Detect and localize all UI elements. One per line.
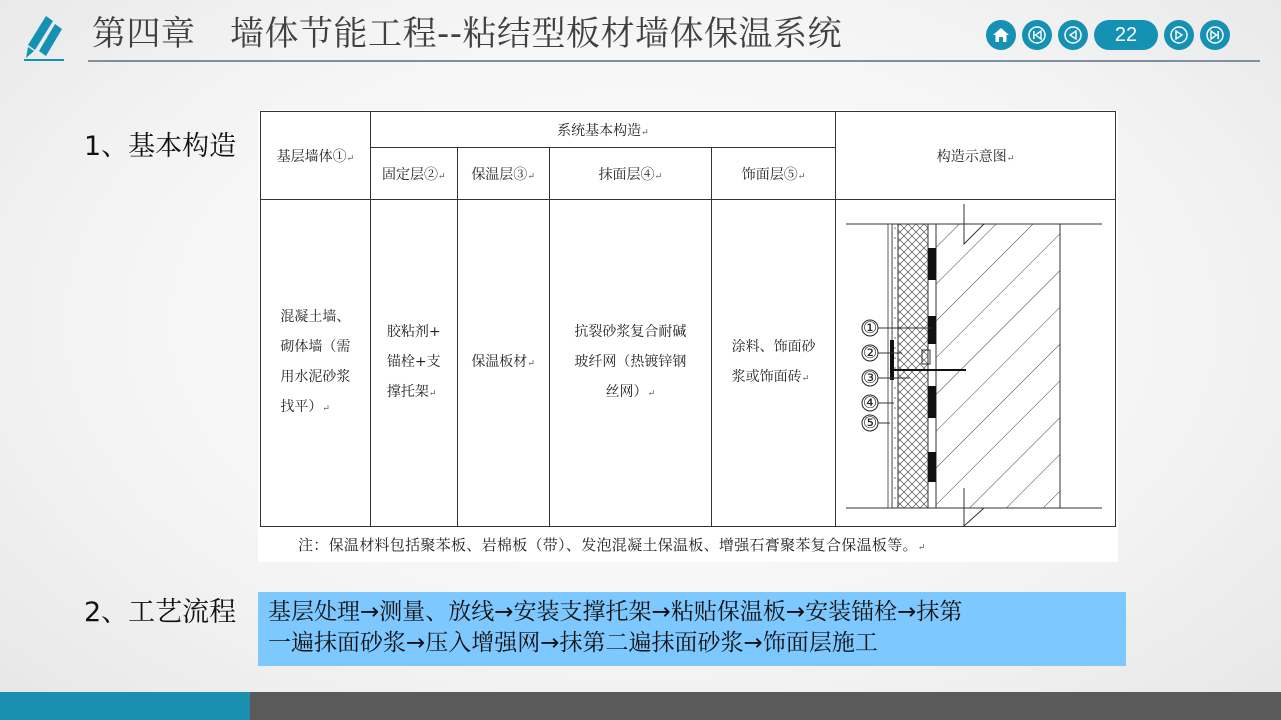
first-page-button[interactable]	[1022, 20, 1052, 50]
pencil-logo-icon	[22, 12, 70, 64]
cell-plaster-layer: 抗裂砂浆复合耐碱 玻纤网（热镀锌钢 丝网）↵	[549, 200, 712, 527]
home-button[interactable]	[986, 20, 1016, 50]
prev-page-icon	[1064, 26, 1082, 44]
section-process-label: 2、工艺流程	[84, 597, 237, 628]
diagram-label-5: ⑤	[862, 413, 878, 432]
wall-section-diagram	[836, 200, 1114, 526]
footer-dark-bar	[250, 692, 1281, 720]
cell-fixing-layer: 胶粘剂+ 锚栓+支 撑托架↵	[370, 200, 457, 527]
cell-insulation-layer: 保温板材↵	[457, 200, 549, 527]
cell-finish-layer: 涂料、饰面砂 浆或饰面砖↵	[712, 200, 836, 527]
diagram-label-2: ②	[862, 343, 878, 362]
first-page-icon	[1028, 26, 1046, 44]
cell-base-wall: 混凝土墙、 砌体墙（需 用水泥砂浆 找平）↵	[261, 200, 371, 527]
header-base-wall: 基层墙体①↵	[261, 112, 371, 200]
header-fixing-layer: 固定层②↵	[370, 148, 457, 200]
cell-structure-diagram	[835, 200, 1115, 527]
title-divider	[88, 60, 1260, 62]
page-number-indicator: 22	[1094, 20, 1158, 50]
header-plaster-layer: 抹面层④↵	[549, 148, 712, 200]
prev-page-button[interactable]	[1058, 20, 1088, 50]
diagram-label-3: ③	[862, 368, 878, 387]
last-page-icon	[1206, 26, 1224, 44]
slide-navigation	[986, 19, 1236, 51]
next-page-icon	[1170, 26, 1188, 44]
diagram-label-4: ④	[862, 393, 878, 412]
table-note: 注：保温材料包括聚苯板、岩棉板（带）、发泡混凝土保温板、增强石膏聚苯复合保温板等。↵	[298, 536, 926, 554]
structure-table-panel	[258, 110, 1118, 562]
next-page-button[interactable]	[1164, 20, 1194, 50]
process-flow-line-2: 一遍抹面砂浆→压入增强网→抹第二遍抹面砂浆→饰面层施工	[268, 630, 878, 656]
header-diagram: 构造示意图↵	[835, 112, 1115, 200]
section-structure-label: 1、基本构造	[84, 131, 237, 162]
last-page-button[interactable]	[1200, 20, 1230, 50]
page-title: 第四章 墙体节能工程--粘结型板材墙体保温系统	[92, 14, 843, 54]
header-finish-layer: 饰面层⑤↵	[712, 148, 836, 200]
header-system-structure: 系统基本构造↵	[370, 112, 835, 148]
footer-accent-bar	[0, 692, 250, 720]
process-flow-line-1: 基层处理→测量、放线→安装支撑托架→粘贴保温板→安装锚栓→抹第	[268, 599, 963, 625]
home-icon	[992, 26, 1010, 44]
header-insulation-layer: 保温层③↵	[457, 148, 549, 200]
process-flow-box	[258, 592, 1126, 666]
structure-table	[260, 111, 1116, 527]
diagram-label-1: ①	[862, 318, 878, 337]
